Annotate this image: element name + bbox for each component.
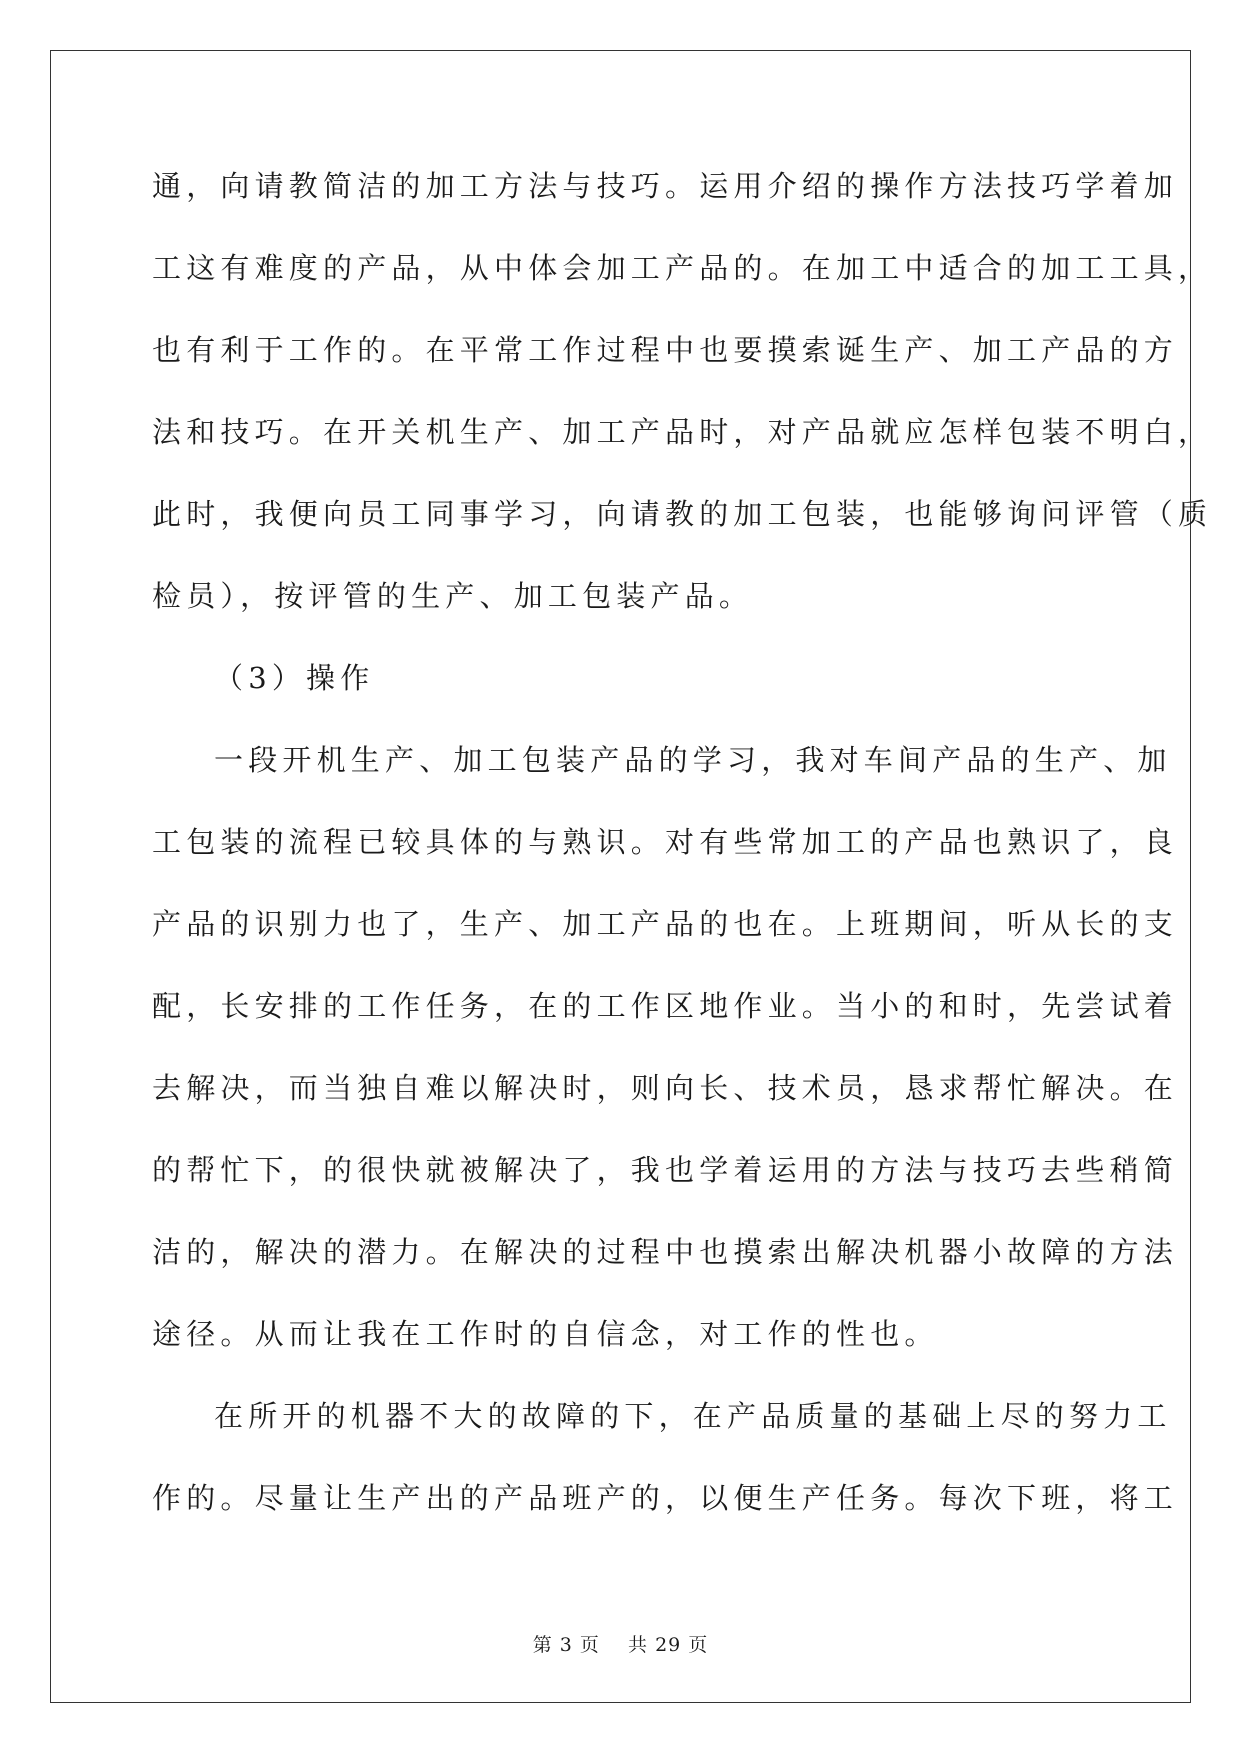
text-line: 也有利于工作的。在平常工作过程中也要摸索诞生产、加工产品的方 (152, 333, 1179, 367)
text-line: 法和技巧。在开关机生产、加工产品时，对产品就应怎样包装不明白， (152, 415, 1213, 449)
text-line: 作的。尽量让生产出的产品班产的，以便生产任务。每次下班，将工 (152, 1481, 1179, 1515)
paragraph-start: 在所开的机器不大的故障的下，在产品质量的基础上尽的努力工 (214, 1399, 1172, 1433)
page-total: 共 29 页 (628, 1634, 709, 1656)
page-number: 第 3 页 (532, 1634, 600, 1656)
text-line: 工包装的流程已较具体的与熟识。对有些常加工的产品也熟识了，良 (152, 825, 1179, 859)
section-heading: （3）操作 (214, 661, 375, 695)
paragraph-start: 一段开机生产、加工包装产品的学习，我对车间产品的生产、加 (214, 743, 1172, 777)
document-body (152, 160, 1213, 1554)
text-line: 产品的识别力也了，生产、加工产品的也在。上班期间，听从长的支 (152, 907, 1179, 941)
text-line: 通，向请教简洁的加工方法与技巧。运用介绍的操作方法技巧学着加 (152, 169, 1179, 203)
page-footer (0, 1630, 1241, 1657)
text-line: 此时，我便向员工同事学习，向请教的加工包装，也能够询问评管（质 (152, 497, 1213, 531)
text-line: 洁的，解决的潜力。在解决的过程中也摸索出解决机器小故障的方法 (152, 1235, 1179, 1269)
text-line: 工这有难度的产品，从中体会加工产品的。在加工中适合的加工工具， (152, 251, 1213, 285)
text-line: 的帮忙下，的很快就被解决了，我也学着运用的方法与技巧去些稍简 (152, 1153, 1179, 1187)
text-line: 检员），按评管的生产、加工包装产品。 (152, 579, 754, 613)
text-line: 配，长安排的工作任务，在的工作区地作业。当小的和时，先尝试着 (152, 989, 1179, 1023)
text-line: 去解决，而当独自难以解决时，则向长、技术员，恳求帮忙解决。在 (152, 1071, 1179, 1105)
text-line: 途径。从而让我在工作时的自信念，对工作的性也。 (152, 1317, 939, 1351)
